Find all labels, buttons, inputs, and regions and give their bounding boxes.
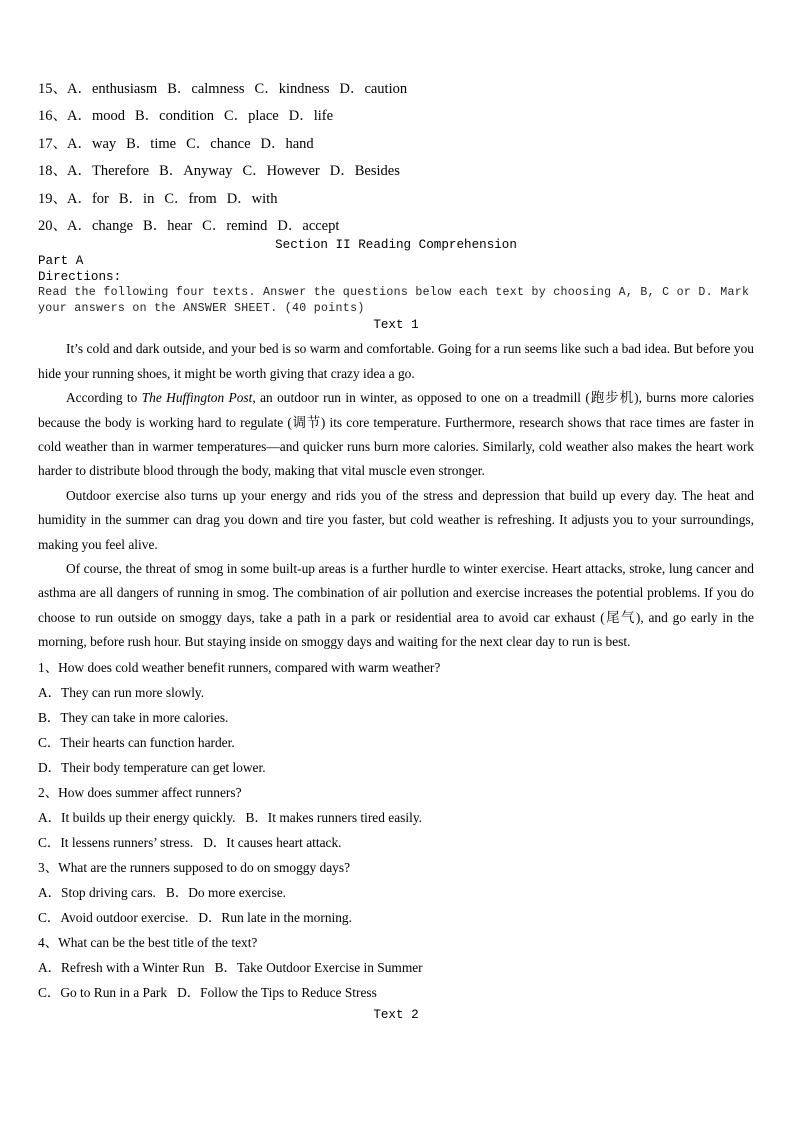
question-stem: 2、How does summer affect runners? <box>38 784 242 800</box>
text2-title: Text 2 <box>373 1007 419 1022</box>
option: D．Besides <box>329 163 400 180</box>
paragraph <box>38 386 754 484</box>
answer-option: B．Take Outdoor Exercise in Summer <box>214 959 423 975</box>
question-stem: 3、What are the runners supposed to do on smoggy days? <box>38 859 351 875</box>
option: C．place <box>223 108 279 125</box>
answer-option: C．Avoid outdoor exercise. <box>38 909 189 925</box>
option: C．kindness <box>254 81 330 97</box>
option-row <box>38 830 754 855</box>
cloze-question <box>38 103 754 130</box>
option: B．condition <box>135 108 214 125</box>
part-label: Part A <box>38 254 84 269</box>
option: D．life <box>288 108 334 125</box>
option: C．remind <box>202 217 268 234</box>
answer-option: D．It causes heart attack. <box>203 834 342 850</box>
cloze-question <box>38 158 754 185</box>
cloze-question <box>38 76 754 103</box>
option: D．accept <box>277 217 340 234</box>
answer-option: A．It builds up their energy quickly. <box>38 809 236 825</box>
question-number: 20、 <box>38 217 67 234</box>
question-number: 19、 <box>38 190 67 207</box>
answer-option: A．Refresh with a Winter Run <box>38 959 205 975</box>
question-stem: 1、How does cold weather benefit runners, compared with warm weather? <box>38 659 441 675</box>
option-row <box>38 880 754 905</box>
option-row <box>38 755 754 780</box>
option: C．from <box>164 190 217 207</box>
paragraph: It’s cold and dark outside, and your bed is so warm and comfortable. Going for a run seems like such a bad idea. But before you hide your running shoes, it might be worth giving that crazy idea a go. <box>38 341 754 381</box>
answer-option: C．Their hearts can function harder. <box>38 734 235 750</box>
option-row <box>38 705 754 730</box>
answer-option: A．Stop driving cars. <box>38 884 156 900</box>
answer-option: D．Run late in the morning. <box>198 909 352 925</box>
answer-option: A．They can run more slowly. <box>38 684 205 700</box>
paragraph: Outdoor exercise also turns up your energy and rids you of the stress and depression that build up every day. The heat and humidity in the summer can drag you down and tire you faster, but cold weather is refreshing. It adjusts you to your surroundings, making you feel alive. <box>38 487 754 552</box>
answer-option: B．Do more exercise. <box>165 884 287 900</box>
option: A．enthusiasm <box>67 81 158 97</box>
document-page <box>38 76 754 1023</box>
option: D．hand <box>260 135 314 152</box>
cloze-question <box>38 186 754 213</box>
option-row <box>38 730 754 755</box>
answer-option: B．They can take in more calories. <box>38 709 229 725</box>
answer-option: C．Go to Run in a Park <box>38 984 168 1000</box>
question-stem: 4、What can be the best title of the text? <box>38 934 258 950</box>
option: A．change <box>67 217 134 234</box>
option-row <box>38 980 754 1005</box>
paragraph: Of course, the threat of smog in some built-up areas is a further hurdle to winter exercise. Heart attacks, stroke, lung cancer and asthma are all dangers of running in smog. The combination of air pollution and exercise increases the potential problems. If you do choose to run outside on smoggy days, take a path in a park or residential area to avoid car exhaust (尾气), and go early in the morning, before rush hour. But staying inside on smoggy days and waiting for the next clear day to run is best. <box>38 561 754 650</box>
option: B．in <box>118 190 155 207</box>
directions-text: Read the following four texts. Answer the questions below each text by choosing A, B, C or D. Mark your answers on the ANSWER SHEET. (40 points) <box>38 286 750 316</box>
option-row <box>38 955 754 980</box>
answer-option: C．It lessens runners’ stress. <box>38 834 194 850</box>
option: C．chance <box>186 135 251 152</box>
cloze-question <box>38 213 754 240</box>
option: D．caution <box>339 81 408 97</box>
source-title: The Huffington Post <box>141 390 253 406</box>
question-number: 15、 <box>38 81 67 97</box>
paragraph-text: According to <box>66 390 142 406</box>
cloze-question <box>38 131 754 158</box>
directions-label: Directions: <box>38 270 122 285</box>
answer-option: B．It makes runners tired easily. <box>245 809 422 825</box>
option: B．hear <box>143 217 193 234</box>
text1-body <box>38 337 754 654</box>
option: A．for <box>67 190 109 207</box>
text1-title: Text 1 <box>373 318 419 333</box>
option: B．Anyway <box>159 163 233 180</box>
section-title: Section II Reading Comprehension <box>275 238 517 253</box>
option-row <box>38 905 754 930</box>
option: B．calmness <box>167 81 245 97</box>
cloze-options <box>38 76 754 240</box>
option: C．However <box>242 163 320 180</box>
option: D．with <box>226 190 278 207</box>
option: B．time <box>126 135 177 152</box>
questions <box>38 655 754 1005</box>
option: A．Therefore <box>67 163 150 180</box>
question-number: 16、 <box>38 108 67 125</box>
option: A．mood <box>67 108 125 125</box>
option-row <box>38 805 754 830</box>
option: A．way <box>67 135 117 152</box>
question-number: 18、 <box>38 163 67 180</box>
answer-option: D．Follow the Tips to Reduce Stress <box>177 984 377 1000</box>
option-row <box>38 680 754 705</box>
answer-option: D．Their body temperature can get lower. <box>38 759 266 775</box>
question-number: 17、 <box>38 135 67 152</box>
paragraph-text: , an outdoor run in winter, as opposed to one on a treadmill (跑步机), burns more calories because the body is working hard to regulate (调节) its core temperature. Furthermore, research shows that race times are faster in cold weather than in warmer temperatures—and quicker runs burn more calories. Similarly, cold weather also makes the heart work harder to distribute blood through the body, making that vital muscle even stronger. <box>38 390 754 479</box>
